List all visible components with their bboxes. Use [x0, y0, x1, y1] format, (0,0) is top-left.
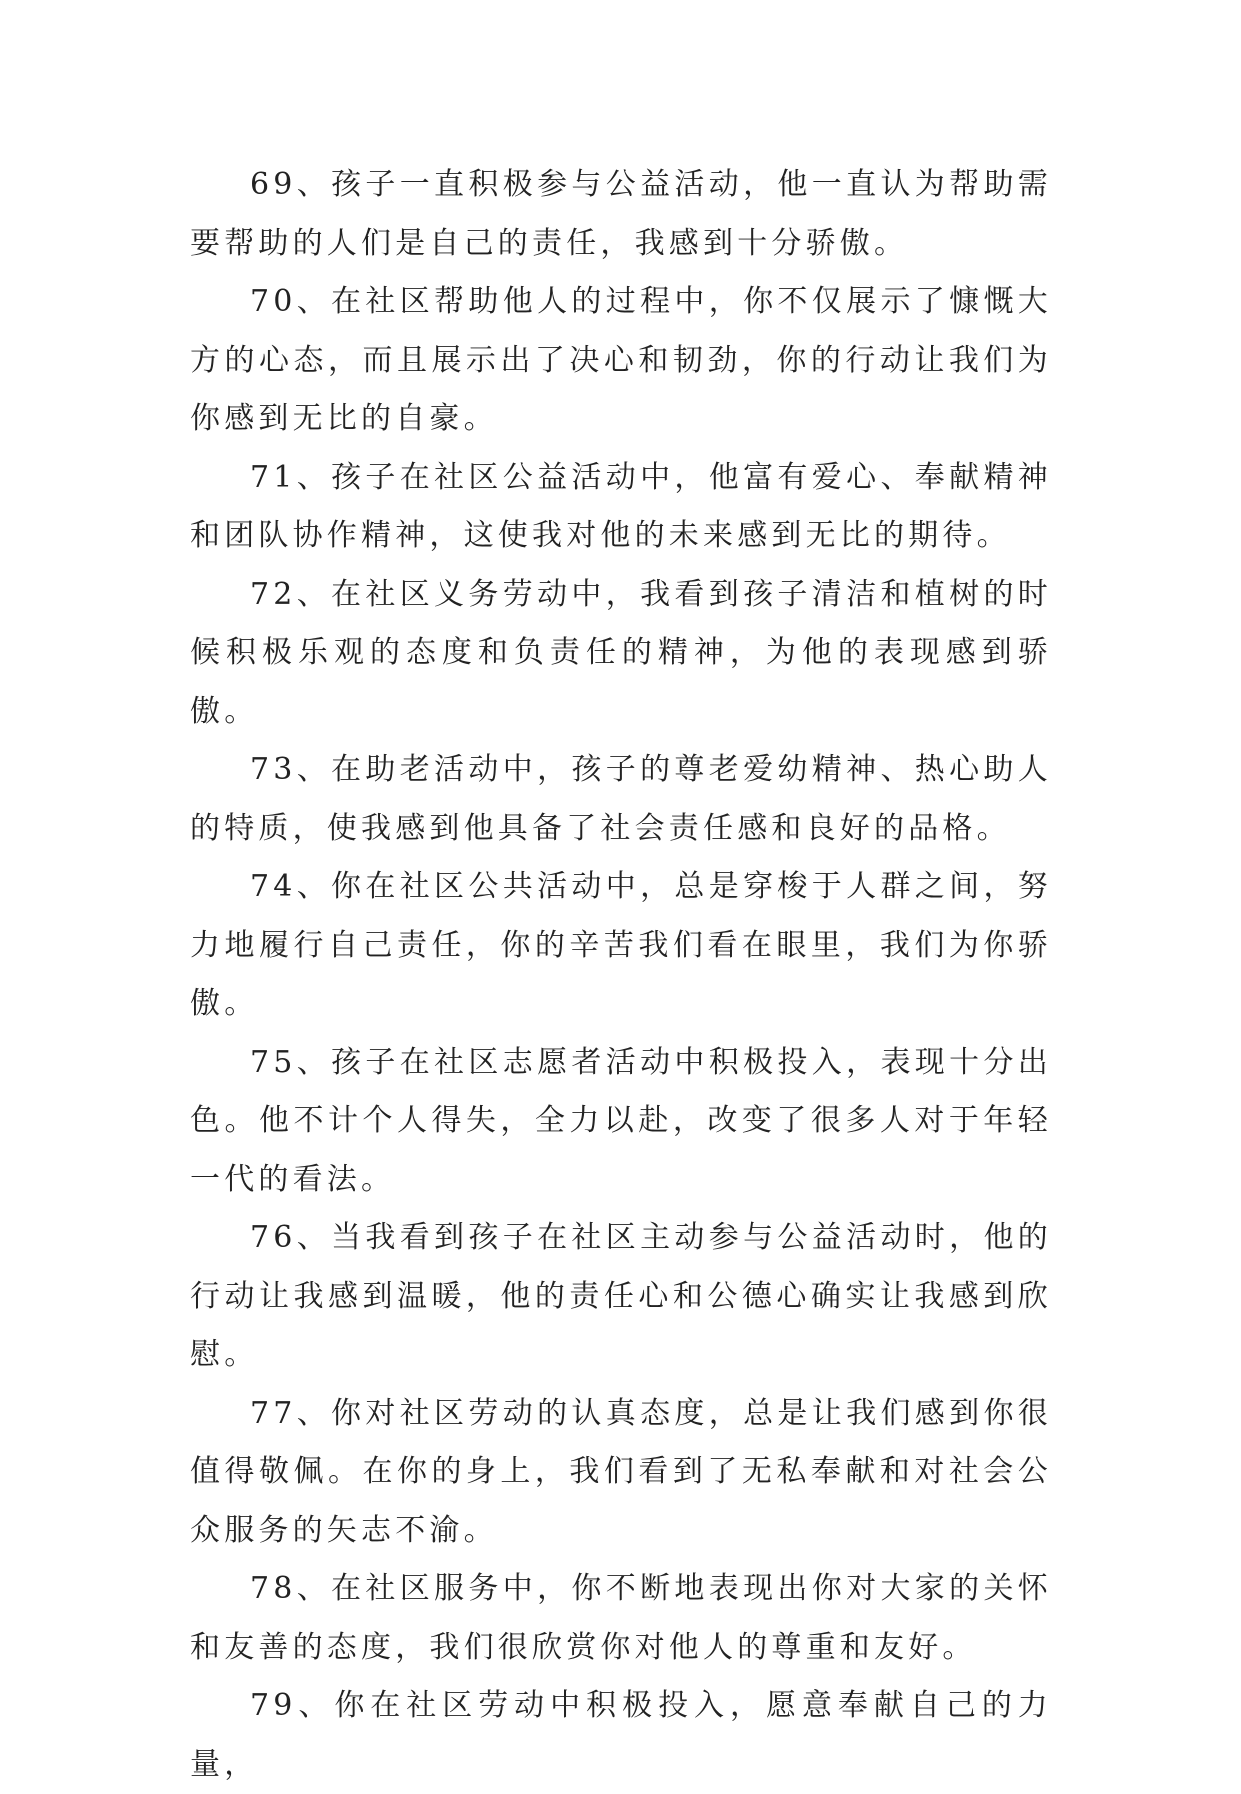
- paragraph-74: 74、你在社区公共活动中，总是穿梭于人群之间，努力地履行自己责任，你的辛苦我们看在眼里，我们为你骄傲。: [190, 869, 1052, 1021]
- paragraph-70: 70、在社区帮助他人的过程中，你不仅展示了慷慨大方的心态，而且展示出了决心和韧劲，你的行动让我们为你感到无比的自豪。: [190, 284, 1052, 436]
- document-page: [190, 156, 1052, 1794]
- paragraph-73: 73、在助老活动中，孩子的尊老爱幼精神、热心助人的特质，使我感到他具备了社会责任感和良好的品格。: [190, 752, 1052, 846]
- paragraph-72: 72、在社区义务劳动中，我看到孩子清洁和植树的时候积极乐观的态度和负责任的精神，为他的表现感到骄傲。: [190, 576, 1052, 729]
- paragraph-78: 78、在社区服务中，你不断地表现出你对大家的关怀和友善的态度，我们很欣赏你对他人的尊重和友好。: [190, 1571, 1052, 1665]
- paragraph-71: 71、孩子在社区公益活动中，他富有爱心、奉献精神和团队协作精神，这使我对他的未来感到无比的期待。: [190, 459, 1052, 553]
- paragraph-75: 75、孩子在社区志愿者活动中积极投入，表现十分出色。他不计个人得失，全力以赴，改变了很多人对于年轻一代的看法。: [190, 1044, 1052, 1197]
- paragraph-77: 77、你对社区劳动的认真态度，总是让我们感到你很值得敬佩。在你的身上，我们看到了无私奉献和对社会公众服务的矢志不渝。: [190, 1395, 1052, 1548]
- paragraph-69: 69、孩子一直积极参与公益活动，他一直认为帮助需要帮助的人们是自己的责任，我感到十分骄傲。: [190, 167, 1052, 261]
- paragraph-76: 76、当我看到孩子在社区主动参与公益活动时，他的行动让我感到温暖，他的责任心和公德心确实让我感到欣慰。: [190, 1220, 1052, 1372]
- paragraph-79: 79、你在社区劳动中积极投入，愿意奉献自己的力量，: [190, 1688, 1052, 1782]
